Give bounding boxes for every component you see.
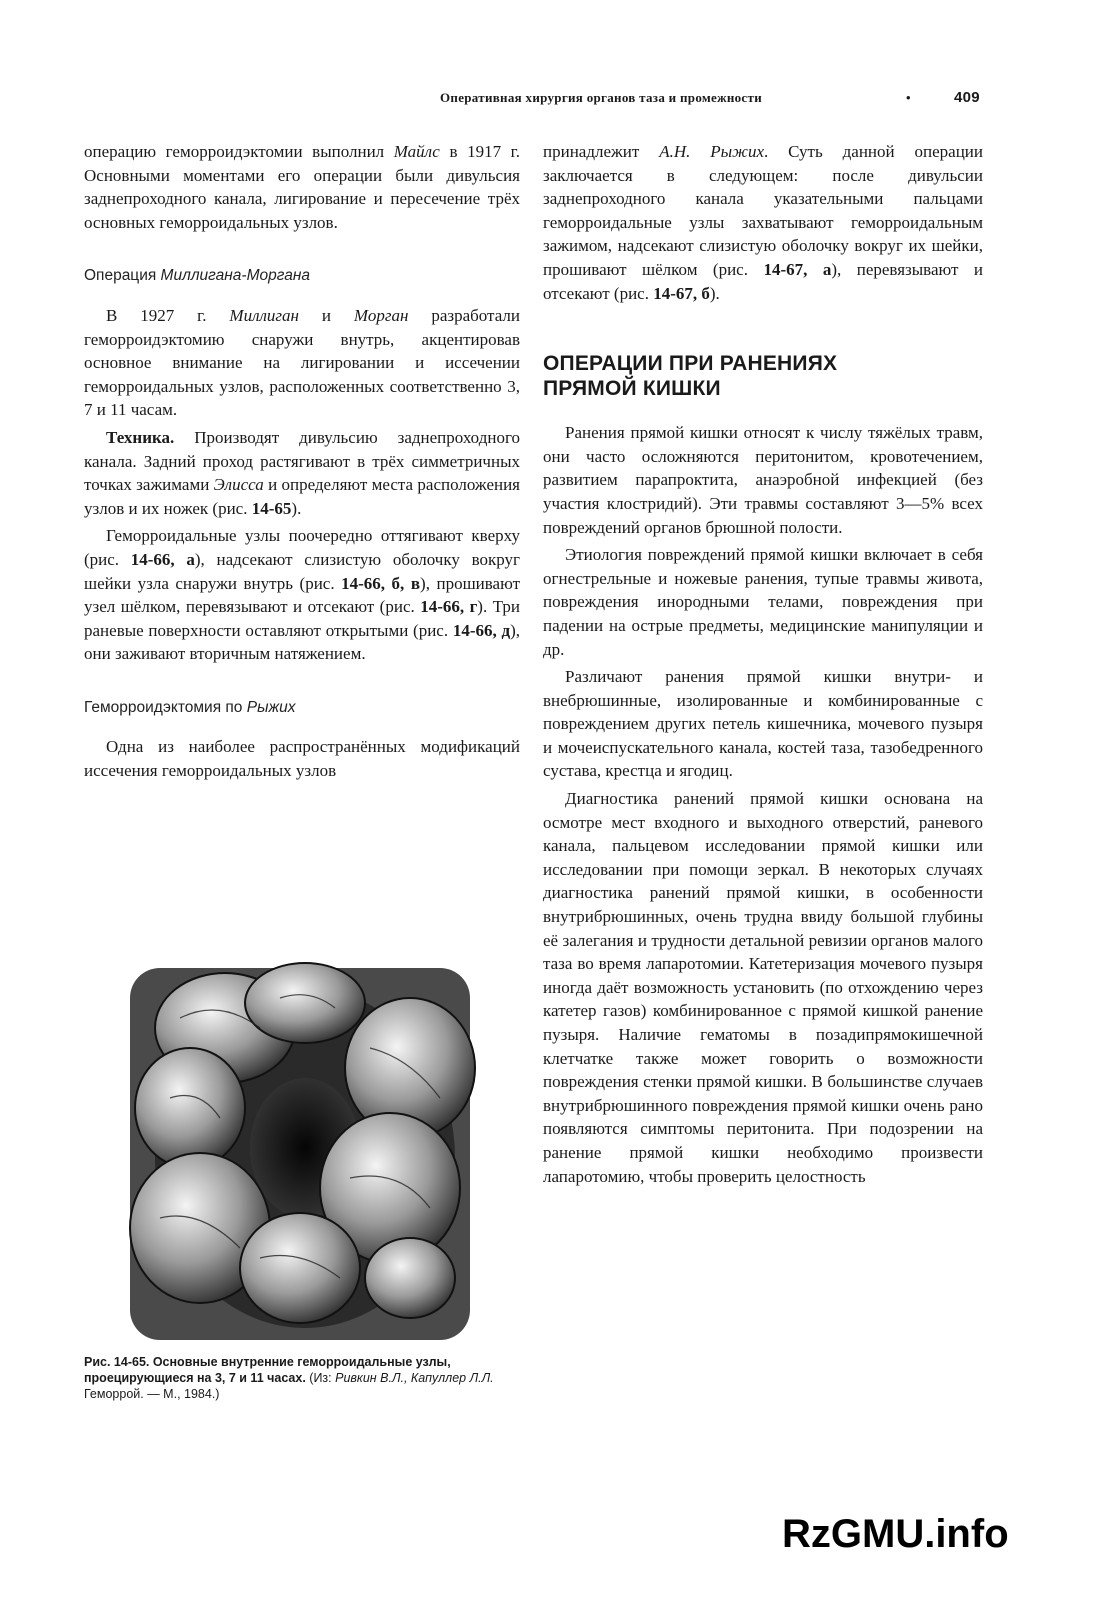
paragraph: В 1927 г. Миллиган и Морган разработали геморроидэктомию снаружи внутрь, акцентировав основное внимание на лигировании и иссечении геморроидальных узлов, расположенных соответственно 3, 7 и 11 часам. (84, 305, 520, 420)
section-title-line-1: ОПЕРАЦИИ ПРИ РАНЕНИЯХ (543, 352, 838, 376)
subheading-milligan-morgan: Операция Миллигана-Моргана (84, 267, 310, 285)
page-number: 409 (954, 89, 980, 106)
hemorrhoid-nodes-drawing (110, 958, 490, 1350)
subheading-ryzhikh: Геморроидэктомия по Рыжих (84, 698, 296, 716)
right-column (543, 140, 983, 1192)
paragraph: Диагностика ранений прямой кишки основана на осмотре мест входного и выходного отверстий, раневого канала, пальцевом исследовании прямой кишки или исследовании при помощи зеркал. В некоторых случаях диагностика ранений прямой кишки, в особенности внутрибрюшинных, очень трудна ввиду большой глубины её залегания и трудности детальной ревизии органов малого таза во время лапаротомии. Катетеризация мочевого пузыря иногда даёт возможность установить (по отхождению через катетер газов) комбинированное с прямой кишкой ранение пузыря. Наличие гематомы в позадипрямокишечной клетчатке также может говорить о возможности повреждения стенки прямой кишки. В большинстве случаев внутрибрюшинного повреждения прямой кишки очень рано появляются симптомы перитонита. При подозрении на ранение прямой кишки необходимо произвести лапаротомию, чтобы проверить целостность (543, 789, 983, 1186)
running-header-title: Оперативная хирургия органов таза и промежности (440, 90, 762, 105)
figure-caption: Рис. 14-65. Основные внутренние геморроидальные узлы, проецирующиеся на 3, 7 и 11 часах. (Из: Ривкин В.Л., Капуллер Л.Л. Геморрой. — М., 1984.) (84, 1355, 494, 1401)
paragraph: принадлежит А.Н. Рыжих. Суть данной операции заключается в следующем: после дивульсии заднепроходного канала указательными пальцами геморроидальные узлы захватывают геморроидальным зажимом, надсекают слизистую оболочку вокруг их шейки, прошивают шёлком (рис. 14-67, а), перевязывают и отсекают (рис. 14-67, б). (543, 142, 983, 303)
figure-14-65-illustration (110, 958, 490, 1350)
paragraph: Ранения прямой кишки относят к числу тяжёлых травм, они часто осложняются перитонитом, кровотечением, развитием парапроктита, анаэробной инфекцией (без участия клостридий). Эти травмы составляют 3—5% всех повреждений органов брюшной полости. (543, 423, 983, 537)
paragraph: Геморроидальные узлы поочередно оттягивают кверху (рис. 14-66, а), надсекают слизистую оболочку вокруг шейки узла снаружи внутрь (рис. 14-66, б, в), прошивают узел шёлком, перевязывают и отсекают (рис. 14-66, г). Три раневые поверхности оставляют открытыми (рис. 14-66, д), они заживают вторичным натяжением. (84, 526, 521, 664)
paragraph: Различают ранения прямой кишки внутри- и внебрюшинные, изолированные и комбинированные с повреждением других петель кишечника, мочевого пузыря и мочеиспускательного канала, костей таза, тазобедренного сустава, крестца и ягодиц. (543, 667, 983, 781)
running-header-separator: • (906, 90, 911, 105)
section-title (543, 351, 983, 401)
watermark: RzGMU.info (782, 1512, 1009, 1556)
paragraph: Этиология повреждений прямой кишки включает в себя огнестрельные и ножевые ранения, тупые травмы живота, повреждения инородными телами, повреждения при падении на острые предметы, медицинские манипуляции и др. (543, 545, 983, 659)
paragraph: операцию геморроидэктомии выполнил Майлс в 1917 г. Основными моментами его операции были дивульсия заднепроходного канала, лигирование и пересечение трёх основных геморроидальных узлов. (84, 142, 520, 232)
paragraph: Техника. Производят дивульсию заднепроходного канала. Задний проход растягивают в трёх симметричных точках зажимами Элисса и определяют места расположения узлов и их ножек (рис. 14-65). (84, 427, 521, 518)
section-title-line-2: ПРЯМОЙ КИШКИ (543, 377, 721, 401)
paragraph: Одна из наиболее распространённых модификаций иссечения геморроидальных узлов (84, 737, 520, 781)
left-column (84, 140, 520, 787)
